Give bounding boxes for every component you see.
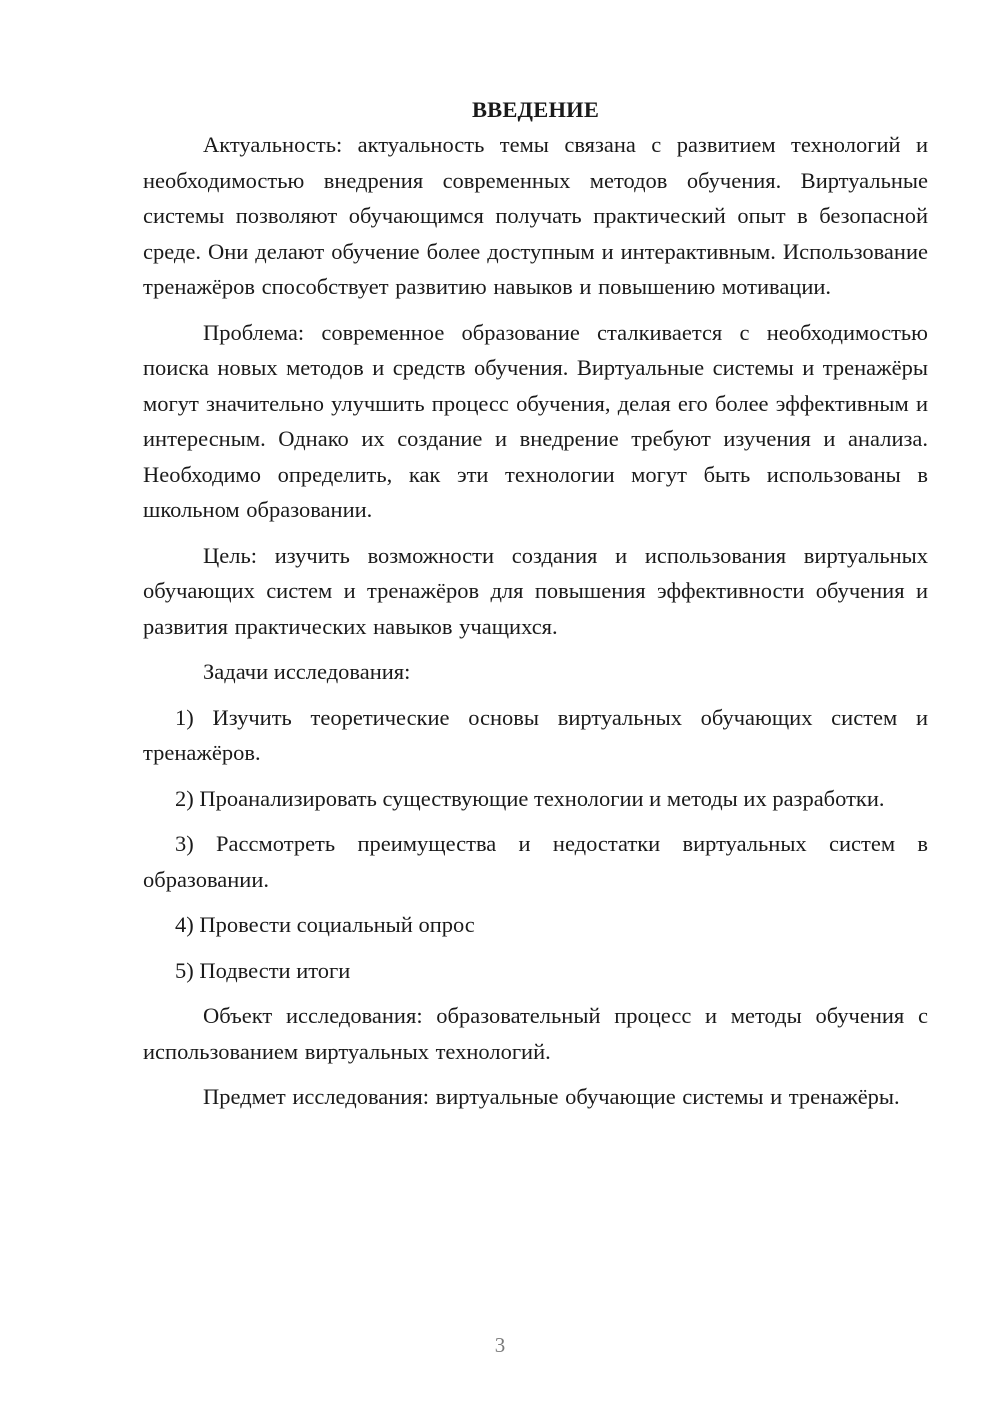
tasks-title: Задачи исследования: — [203, 659, 411, 684]
paragraph-relevance: Актуальность: актуальность темы связана с развитием технологий и необходимостью внедрения современных методов обучения. Виртуальные системы позволяют обучающимся получать практический опыт в безопасной среде. Они делают обучение более доступным и интерактивным. Использование тренажёров способствует развитию навыков и повышению мотивации. — [143, 132, 928, 299]
document-page — [143, 92, 928, 1115]
paragraph-problem: Проблема: современное образование сталкивается с необходимостью поиска новых методов и средств обучения. Виртуальные системы и тренажёры могут значительно улучшить процесс обучения, делая его более эффективным и интересным. Однако их создание и внедрение требуют изучения и анализа. Необходимо определить, как эти технологии могут быть использованы в школьном образовании. — [143, 319, 928, 522]
paragraph-goal: Цель: изучить возможности создания и использования виртуальных обучающих систем и тренажёров для повышения эффективности обучения и развития практических навыков учащихся. — [143, 542, 928, 639]
paragraph-subject: Предмет исследования: виртуальные обучающие системы и тренажёры. — [203, 1084, 900, 1109]
paragraph-object: Объект исследования: образовательный процесс и методы обучения с использованием виртуальных технологий. — [143, 1003, 928, 1064]
page-number: 3 — [494, 1333, 506, 1357]
page-title: ВВЕДЕНИЕ — [471, 97, 600, 122]
task-item-4: 4) Провести социальный опрос — [175, 912, 475, 937]
task-item-5: 5) Подвести итоги — [175, 957, 351, 983]
task-item-1: 1) Изучить теоретические основы виртуальных обучающих систем и тренажёров. — [143, 704, 928, 765]
task-item-3: 3) Рассмотреть преимущества и недостатки виртуальных систем в образовании. — [143, 831, 928, 892]
task-item-2: 2) Проанализировать существующие технологии и методы их разработки. — [175, 785, 885, 811]
